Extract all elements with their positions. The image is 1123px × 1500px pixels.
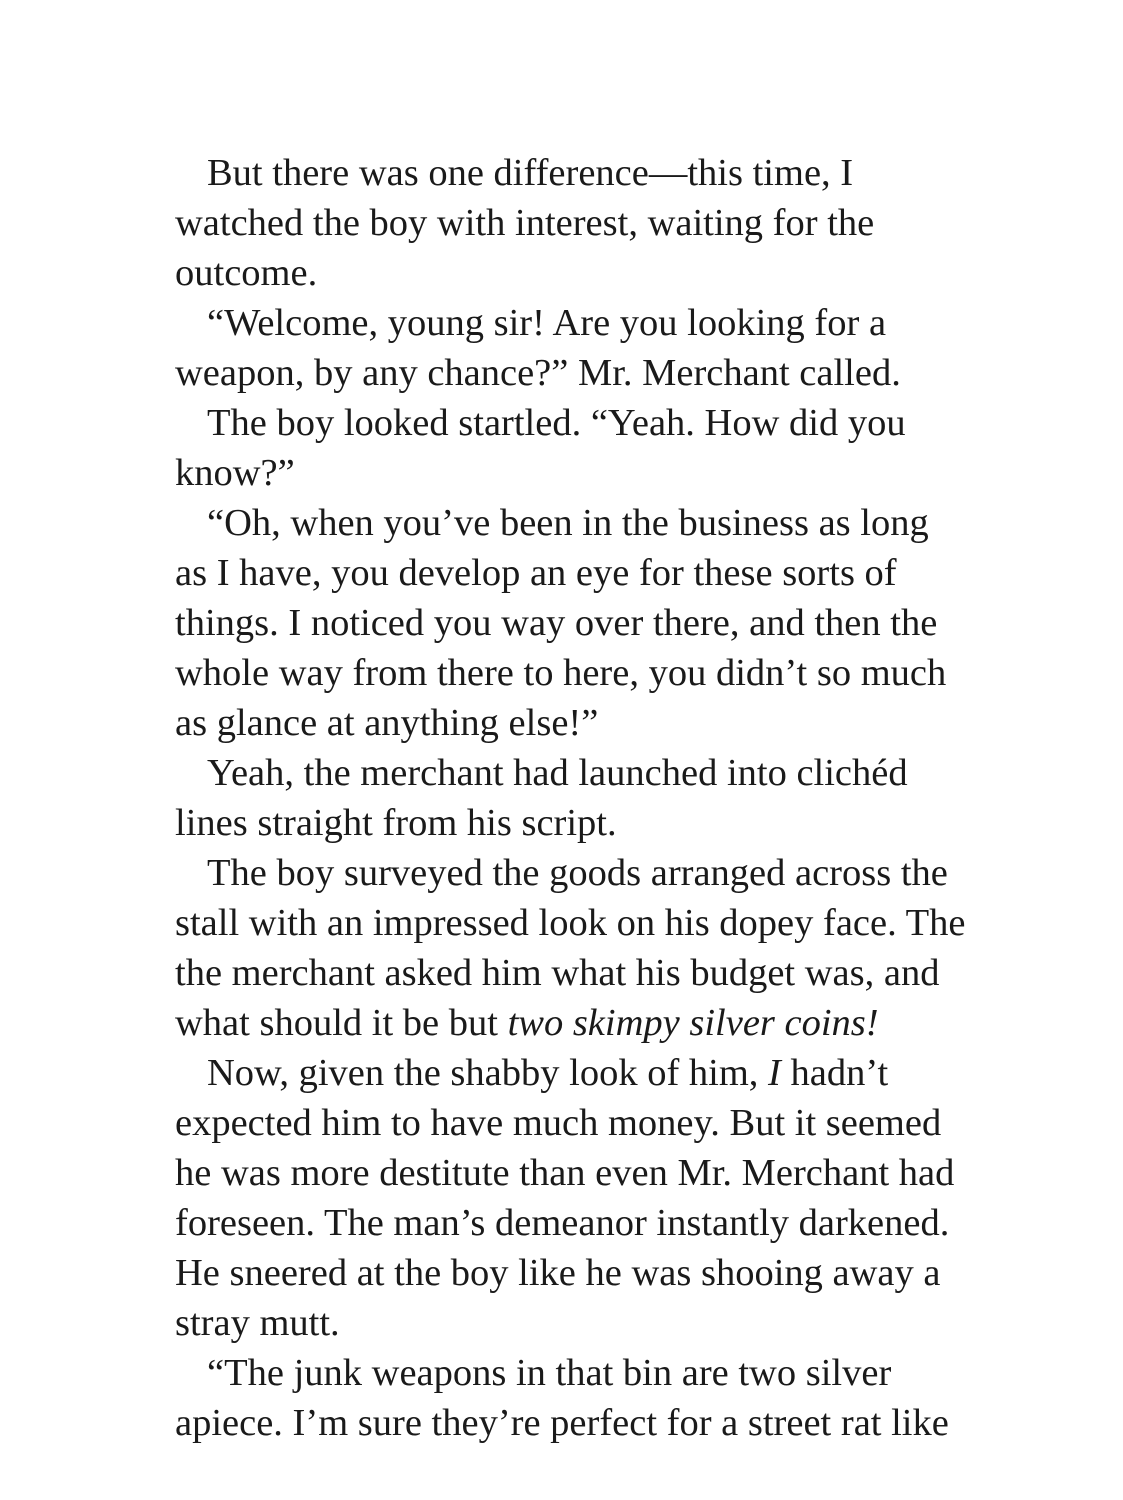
text-line [175,1398,1005,1448]
text-run: But there was one difference—this time, I [207,152,854,194]
text-run: as glance at anything else!” [175,702,599,744]
text-run: watched the boy with interest, waiting for the [175,202,875,244]
text-line [175,998,1005,1048]
text-run: lines straight from his script. [175,802,617,844]
text-line [175,948,1005,998]
text-run: “Welcome, young sir! Are you looking for a [207,302,887,344]
text-line [175,748,1005,798]
text-run: The boy looked startled. “Yeah. How did you [207,402,906,444]
text-run: things. I noticed you way over there, and then the [175,602,938,644]
text-line [175,1198,1005,1248]
text-line [175,498,1005,548]
text-line [175,448,1005,498]
text-run: apiece. I’m sure they’re perfect for a street rat like [175,1402,949,1444]
text-run: Now, given the shabby look of him, [207,1052,769,1094]
text-line [175,1248,1005,1298]
text-run: “Oh, when you’ve been in the business as long [207,502,929,544]
text-run: weapon, by any chance?” Mr. Merchant called. [175,352,901,394]
text-line [175,1148,1005,1198]
emphasis-text: two skimpy silver coins! [507,1002,879,1044]
text-run: as I have, you develop an eye for these sorts of [175,552,897,594]
text-line [175,398,1005,448]
text-line [175,898,1005,948]
text-line [175,148,1005,198]
text-run: foreseen. The man’s demeanor instantly darkened. [175,1202,950,1244]
text-run: “The junk weapons in that bin are two silver [207,1352,892,1394]
text-run: what should it be but [175,1002,508,1044]
text-line [175,248,1005,298]
text-line [175,598,1005,648]
text-line [175,1298,1005,1348]
text-line [175,298,1005,348]
text-run: outcome. [175,252,318,294]
text-run: the merchant asked him what his budget was, and [175,952,940,994]
text-run: know?” [175,452,295,494]
emphasis-text: I [768,1052,781,1094]
text-line [175,648,1005,698]
text-line [175,548,1005,598]
text-run: He sneered at the boy like he was shooing away a [175,1252,941,1294]
text-run: stray mutt. [175,1302,340,1344]
text-line [175,1098,1005,1148]
text-line [175,698,1005,748]
text-run: stall with an impressed look on his dopey face. The [175,902,966,944]
text-run: The boy surveyed the goods arranged across the [207,852,948,894]
text-run: expected him to have much money. But it seemed [175,1102,942,1144]
text-run: Yeah, the merchant had launched into clichéd [207,752,908,794]
text-run: hadn’t [780,1052,889,1094]
body-text [175,148,1005,1448]
text-run: he was more destitute than even Mr. Merchant had [175,1152,955,1194]
text-line [175,1348,1005,1398]
text-line [175,848,1005,898]
text-line [175,198,1005,248]
text-line [175,348,1005,398]
text-line [175,1048,1005,1098]
text-run: whole way from there to here, you didn’t so much [175,652,947,694]
text-line [175,798,1005,848]
